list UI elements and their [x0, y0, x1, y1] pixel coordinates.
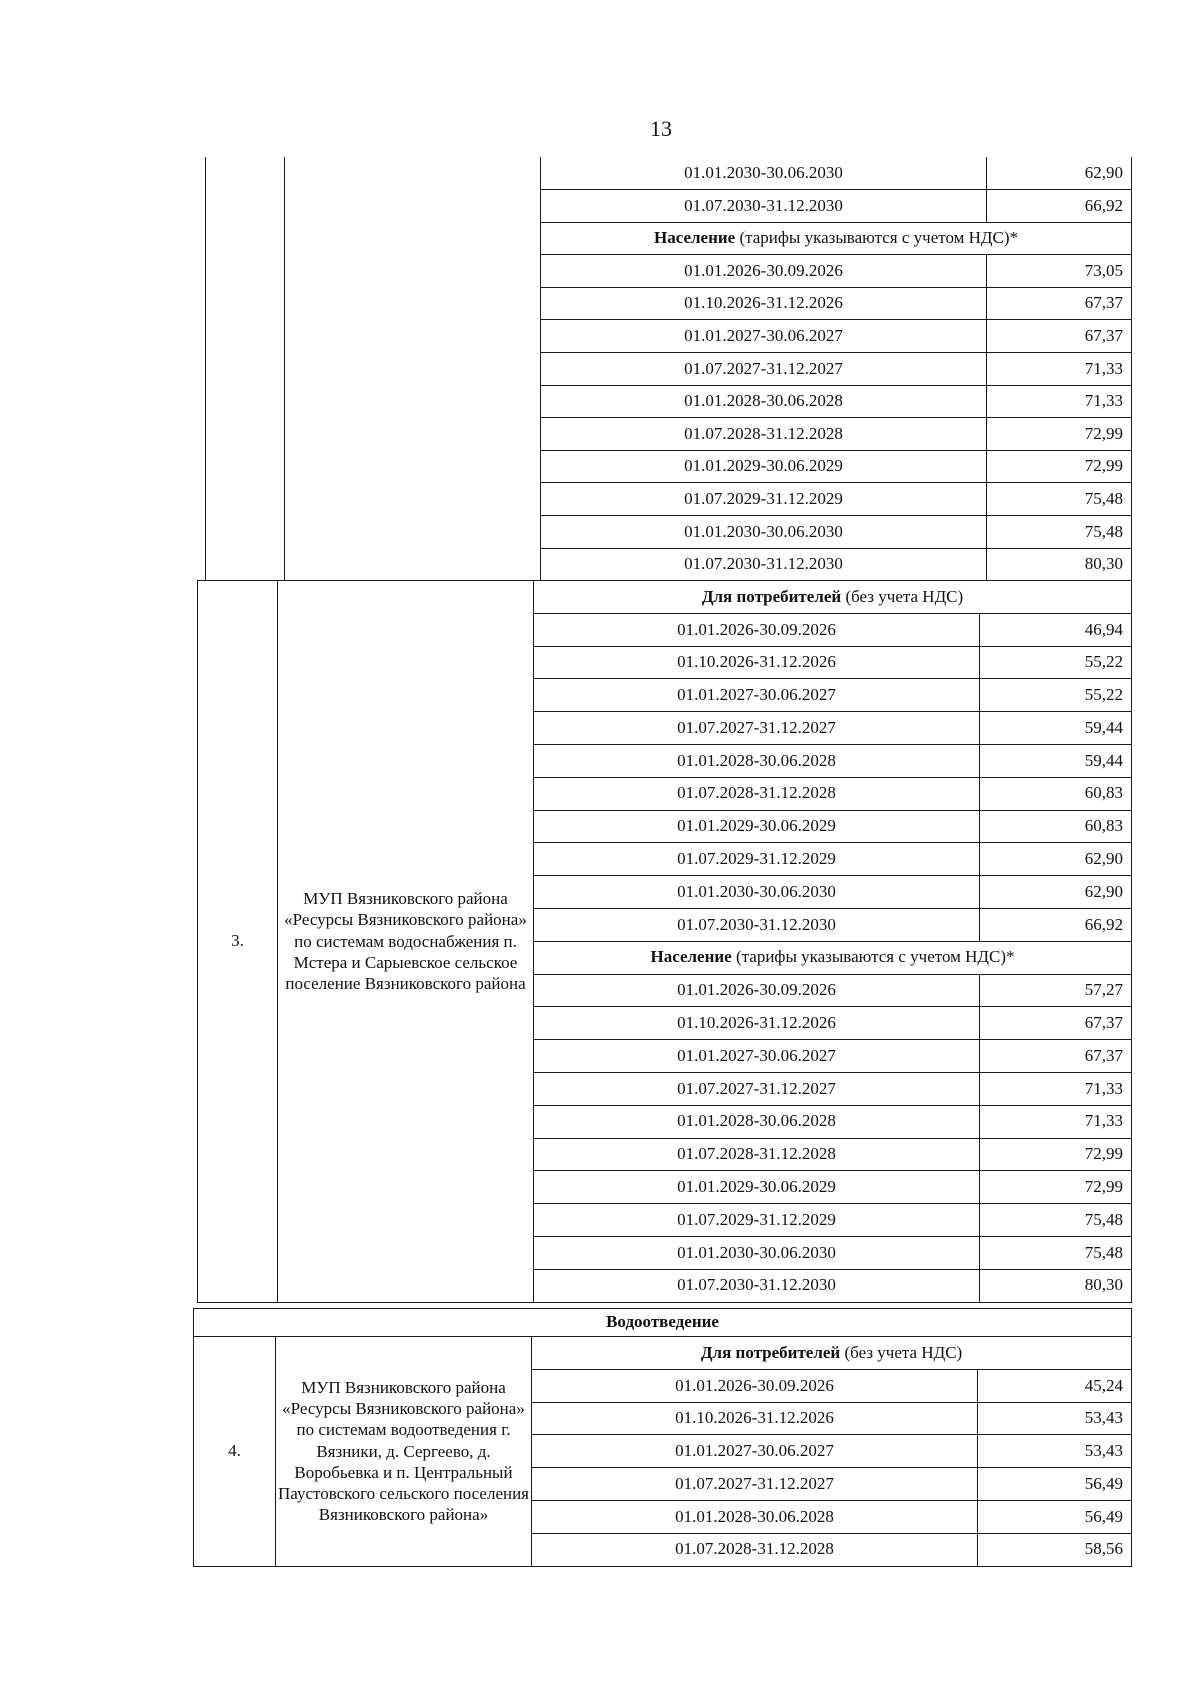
period-cell: 01.10.2026-31.12.2026 — [532, 1402, 978, 1435]
period-cell: 01.07.2030-31.12.2030 — [541, 190, 987, 223]
table-subheader — [541, 222, 1132, 255]
subheader-bold: Для потребителей — [701, 586, 842, 606]
value-cell: 72,99 — [980, 1138, 1132, 1171]
value-cell: 66,92 — [987, 190, 1132, 223]
period-cell: 01.07.2027-31.12.2027 — [541, 353, 987, 386]
period-cell: 01.01.2028-30.06.2028 — [541, 385, 987, 418]
table-subheader — [532, 1337, 1132, 1370]
period-cell: 01.07.2030-31.12.2030 — [541, 548, 987, 581]
subheader-bold: Для потребителей — [700, 1342, 841, 1362]
period-cell: 01.07.2030-31.12.2030 — [534, 908, 980, 941]
value-cell: 55,22 — [980, 679, 1132, 712]
period-cell: 01.07.2029-31.12.2029 — [534, 1204, 980, 1237]
tariff-table-entry-4 — [193, 1308, 1132, 1567]
period-cell: 01.01.2027-30.06.2027 — [534, 679, 980, 712]
entry-number: 3. — [198, 581, 278, 1303]
subheader-rest: (без учета НДС) — [840, 1342, 963, 1362]
period-cell: 01.01.2028-30.06.2028 — [534, 744, 980, 777]
value-cell: 55,22 — [980, 646, 1132, 679]
value-cell: 75,48 — [987, 483, 1132, 516]
value-cell: 72,99 — [987, 450, 1132, 483]
period-cell: 01.01.2027-30.06.2027 — [534, 1040, 980, 1073]
value-cell: 62,90 — [980, 843, 1132, 876]
value-cell: 62,90 — [987, 157, 1132, 190]
period-cell: 01.07.2027-31.12.2027 — [532, 1468, 978, 1501]
value-cell: 60,83 — [980, 810, 1132, 843]
value-cell: 72,99 — [987, 418, 1132, 451]
period-cell: 01.07.2027-31.12.2027 — [534, 1072, 980, 1105]
period-cell: 01.01.2026-30.09.2026 — [534, 613, 980, 646]
period-cell: 01.01.2026-30.09.2026 — [532, 1369, 978, 1402]
period-cell: 01.10.2026-31.12.2026 — [541, 287, 987, 320]
value-cell: 66,92 — [980, 908, 1132, 941]
period-cell: 01.07.2030-31.12.2030 — [534, 1269, 980, 1302]
period-cell: 01.01.2030-30.06.2030 — [534, 876, 980, 909]
value-cell: 53,43 — [978, 1435, 1132, 1468]
period-cell: 01.07.2028-31.12.2028 — [541, 418, 987, 451]
section-title: Водоотведение — [194, 1309, 1132, 1337]
value-cell: 75,48 — [980, 1236, 1132, 1269]
period-cell: 01.01.2027-30.06.2027 — [541, 320, 987, 353]
value-cell: 80,30 — [980, 1269, 1132, 1302]
value-cell: 75,48 — [987, 516, 1132, 549]
period-cell: 01.07.2027-31.12.2027 — [534, 712, 980, 745]
period-cell: 01.01.2027-30.06.2027 — [532, 1435, 978, 1468]
section-row — [194, 1309, 1132, 1337]
value-cell: 67,37 — [980, 1040, 1132, 1073]
subheader-rest: (без учета НДС) — [841, 586, 964, 606]
table-row — [198, 581, 1132, 614]
table-row — [206, 157, 1132, 190]
value-cell: 73,05 — [987, 255, 1132, 288]
subheader-bold: Население — [653, 228, 736, 248]
period-cell: 01.07.2029-31.12.2029 — [534, 843, 980, 876]
period-cell: 01.01.2030-30.06.2030 — [534, 1236, 980, 1269]
value-cell: 45,24 — [978, 1369, 1132, 1402]
period-cell: 01.01.2026-30.09.2026 — [534, 974, 980, 1007]
period-cell: 01.07.2028-31.12.2028 — [532, 1533, 978, 1566]
value-cell: 62,90 — [980, 876, 1132, 909]
value-cell: 46,94 — [980, 613, 1132, 646]
number-cell-empty — [206, 157, 285, 581]
subheader-bold: Население — [650, 947, 732, 967]
organization-cell-empty — [285, 157, 541, 581]
period-cell: 01.01.2030-30.06.2030 — [541, 157, 987, 190]
value-cell: 80,30 — [987, 548, 1132, 581]
period-cell: 01.01.2028-30.06.2028 — [534, 1105, 980, 1138]
organization-name: МУП Вязниковского района «Ресурсы Вязниковского района» по системам водоснабжения п. Мстера и Сарыевское сельское поселение Вязниковского района — [278, 581, 534, 1303]
period-cell: 01.10.2026-31.12.2026 — [534, 1007, 980, 1040]
value-cell: 71,33 — [980, 1072, 1132, 1105]
subheader-rest: (тарифы указываются с учетом НДС)* — [735, 228, 1019, 248]
value-cell: 57,27 — [980, 974, 1132, 1007]
period-cell: 01.10.2026-31.12.2026 — [534, 646, 980, 679]
value-cell: 67,37 — [987, 287, 1132, 320]
table-subheader — [534, 941, 1132, 974]
period-cell: 01.07.2028-31.12.2028 — [534, 777, 980, 810]
page-number: 13 — [650, 116, 672, 141]
value-cell: 67,37 — [987, 320, 1132, 353]
period-cell: 01.07.2028-31.12.2028 — [534, 1138, 980, 1171]
value-cell: 71,33 — [987, 385, 1132, 418]
period-cell: 01.01.2030-30.06.2030 — [541, 516, 987, 549]
tariff-table-continuation — [205, 157, 1132, 581]
value-cell: 60,83 — [980, 777, 1132, 810]
table-subheader — [534, 581, 1132, 614]
table-row — [194, 1337, 1132, 1370]
value-cell: 56,49 — [978, 1500, 1132, 1533]
value-cell: 59,44 — [980, 744, 1132, 777]
entry-number: 4. — [194, 1337, 276, 1567]
period-cell: 01.07.2029-31.12.2029 — [541, 483, 987, 516]
value-cell: 72,99 — [980, 1171, 1132, 1204]
organization-name: МУП Вязниковского района «Ресурсы Вязниковского района» по системам водоотведения г. Вязники, д. Сергеево, д. Воробьевка и п. Центральный Паустовского сельского поселения Вязниковского района» — [276, 1337, 532, 1567]
period-cell: 01.01.2029-30.06.2029 — [534, 1171, 980, 1204]
subheader-rest: (тарифы указываются с учетом НДС)* — [731, 947, 1015, 967]
period-cell: 01.01.2029-30.06.2029 — [534, 810, 980, 843]
value-cell: 71,33 — [987, 353, 1132, 386]
value-cell: 56,49 — [978, 1468, 1132, 1501]
value-cell: 67,37 — [980, 1007, 1132, 1040]
period-cell: 01.01.2029-30.06.2029 — [541, 450, 987, 483]
tariff-table-entry-3 — [197, 580, 1132, 1303]
value-cell: 53,43 — [978, 1402, 1132, 1435]
value-cell: 58,56 — [978, 1533, 1132, 1566]
period-cell: 01.01.2028-30.06.2028 — [532, 1500, 978, 1533]
period-cell: 01.01.2026-30.09.2026 — [541, 255, 987, 288]
value-cell: 59,44 — [980, 712, 1132, 745]
value-cell: 71,33 — [980, 1105, 1132, 1138]
value-cell: 75,48 — [980, 1204, 1132, 1237]
